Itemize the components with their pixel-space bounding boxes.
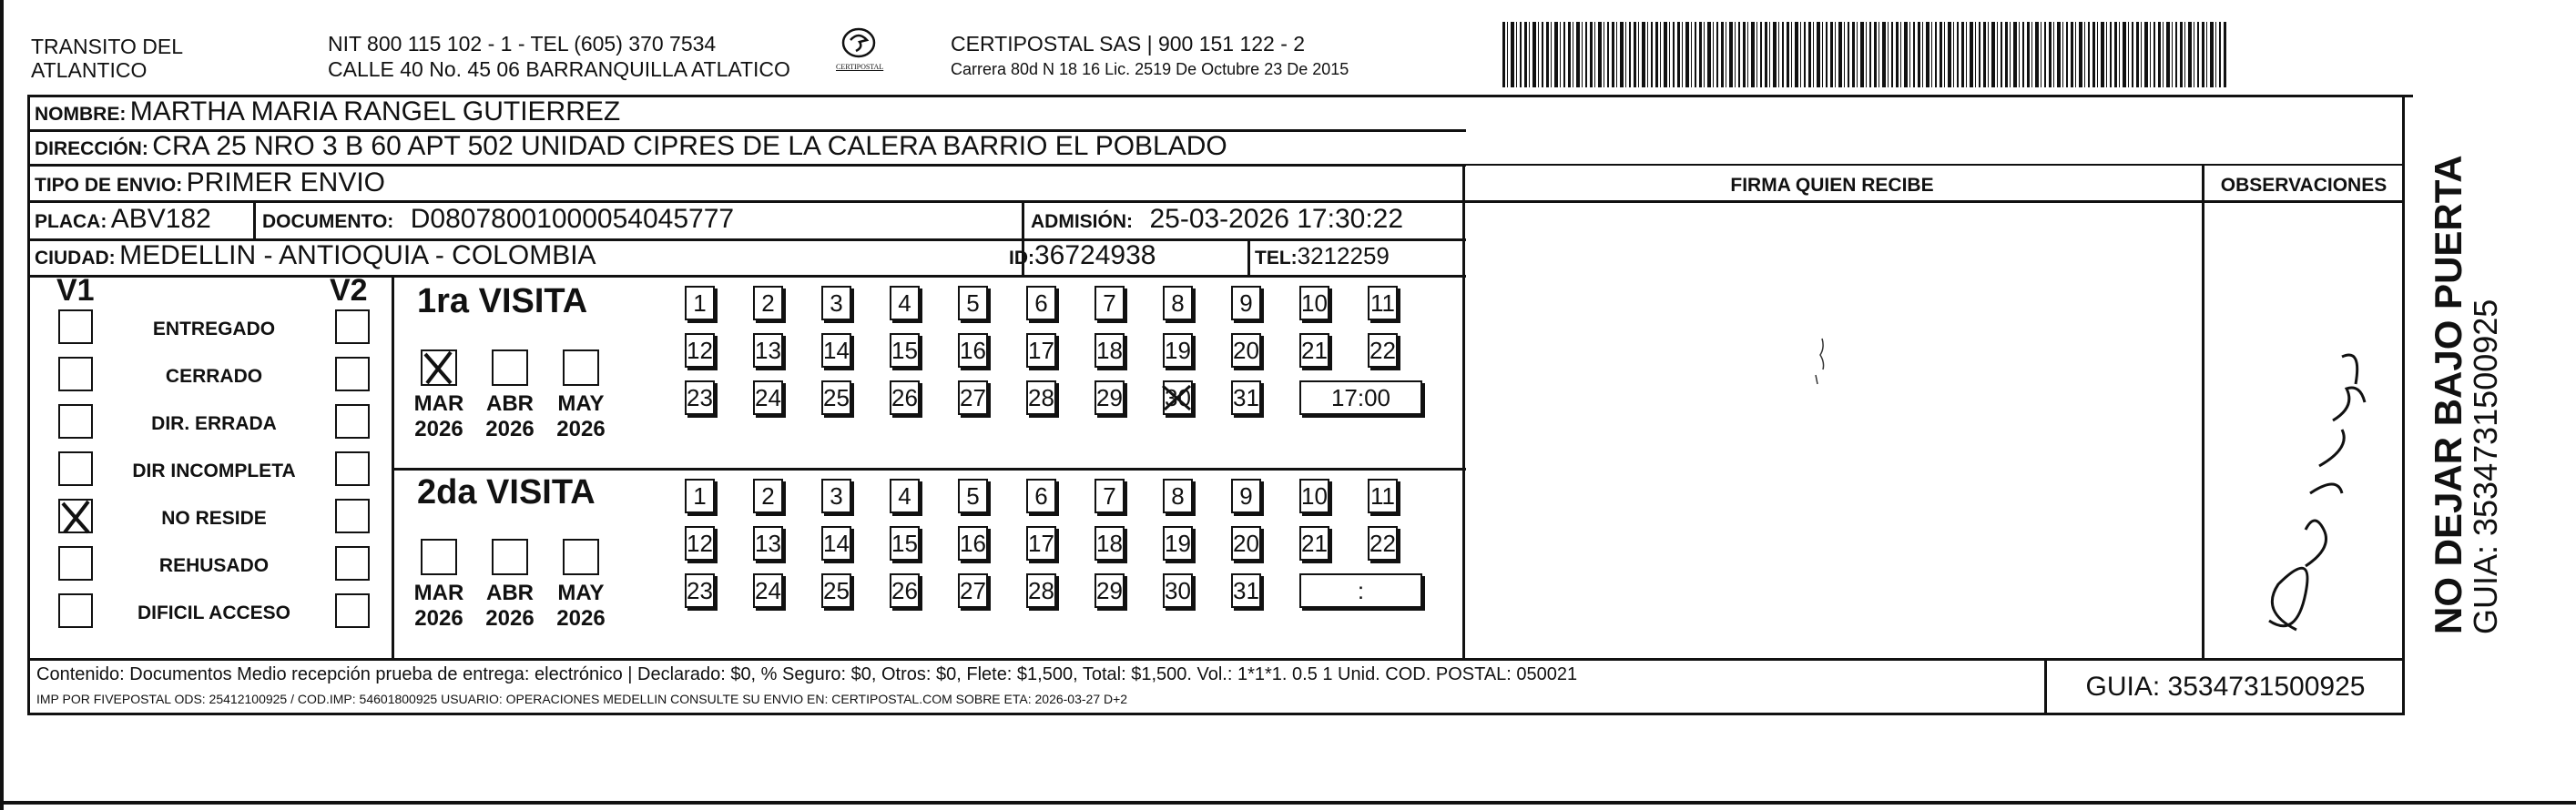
v2-checkbox[interactable]: [335, 499, 370, 533]
status-label: NO RESIDE: [161, 508, 267, 529]
visit1-day-box[interactable]: 10: [1299, 286, 1329, 320]
v1-checkbox[interactable]: [58, 499, 93, 533]
direccion-row: [35, 131, 1227, 162]
visit1-day-box[interactable]: 20: [1231, 333, 1261, 368]
visit2-month-checkbox[interactable]: [563, 539, 599, 575]
visit1-month-label: [554, 391, 608, 442]
visit2-title: 2da VISITA: [417, 473, 596, 511]
placa-value: ABV182: [110, 204, 211, 234]
visit1-day-box[interactable]: 12: [685, 333, 715, 368]
direccion-label: DIRECCIÓN:: [35, 138, 148, 159]
visit2-day-box[interactable]: 14: [821, 526, 851, 561]
sender-address: CALLE 40 No. 45 06 BARRANQUILLA ATLATICO: [328, 57, 790, 81]
visit1-month-year: 2026: [485, 417, 535, 441]
visit1-month-label: [412, 391, 466, 442]
visit2-day-box[interactable]: 29: [1095, 573, 1125, 608]
ciudad-row: [35, 240, 596, 271]
placa-row: [35, 204, 211, 235]
visit2-month-checkbox[interactable]: [421, 539, 457, 575]
visit2-day-box[interactable]: 3: [821, 479, 851, 513]
courier-info: [951, 31, 1349, 82]
visit1-day-box[interactable]: 22: [1368, 333, 1398, 368]
visit1-time-box[interactable]: 17:00: [1299, 380, 1422, 415]
status-label: DIR INCOMPLETA: [132, 461, 296, 481]
visit1-day-box[interactable]: 3: [821, 286, 851, 320]
v1-label: V1: [56, 273, 95, 308]
sender-nit: NIT 800 115 102 - 1 - TEL (605) 370 7534: [328, 32, 717, 56]
visit1-month-name: MAY: [557, 391, 605, 416]
side-line2: GUIA: 3534731500925: [2467, 299, 2504, 634]
visit1-day-box[interactable]: 9: [1231, 286, 1261, 320]
sender-name-line2: ATLANTICO: [31, 58, 148, 82]
footer-contenido: Contenido: Documentos Medio recepción prueba de entrega: electrónico | Declarado: $0, % Seguro: $0, Otros: $0, Flete: $1,500, Total: $1,500. Vol.: 1*1*1. 0.5 1 Unid. COD. POSTAL: 050021: [36, 664, 1578, 684]
observaciones-signature: [2205, 202, 2402, 657]
ciudad-value: MEDELLIN - ANTIOQUIA - COLOMBIA: [119, 240, 596, 270]
visit1-day-box[interactable]: 8: [1163, 286, 1193, 320]
v2-label: V2: [330, 273, 368, 308]
visit1-day-box[interactable]: 26: [890, 380, 920, 415]
footer-guia: GUIA: 3534731500925: [2085, 672, 2366, 702]
visit1-month-year: 2026: [556, 417, 606, 441]
visit1-day-box[interactable]: 2: [753, 286, 783, 320]
nombre-row: [35, 96, 620, 127]
visit1-day-box[interactable]: 24: [753, 380, 783, 415]
id-row: [1009, 240, 1156, 271]
status-label: CERRADO: [165, 366, 263, 387]
visit1-day-box[interactable]: 17: [1026, 333, 1056, 368]
logo-icon: [836, 27, 881, 58]
visit2-day-box[interactable]: 15: [890, 526, 920, 561]
visit2-day-box[interactable]: 11: [1368, 479, 1398, 513]
visit2-day-box[interactable]: 13: [753, 526, 783, 561]
visit1-day-box[interactable]: [1163, 380, 1193, 415]
admision-label: ADMISIÓN:: [1031, 211, 1133, 232]
visit2-day-box[interactable]: 21: [1299, 526, 1329, 561]
visit1-day-box[interactable]: 1: [685, 286, 715, 320]
visit2-day-box[interactable]: 27: [958, 573, 988, 608]
barcode: [1502, 22, 2226, 87]
visit2-day-box[interactable]: 12: [685, 526, 715, 561]
direccion-value: CRA 25 NRO 3 B 60 APT 502 UNIDAD CIPRES DE LA CALERA BARRIO EL POBLADO: [152, 131, 1227, 161]
visit2-day-box[interactable]: 28: [1026, 573, 1056, 608]
visit1-day-box[interactable]: 15: [890, 333, 920, 368]
v1-checkbox[interactable]: [58, 309, 93, 344]
sender-name-line1: TRANSITO DEL: [31, 35, 183, 58]
visit2-month-label: [483, 581, 537, 632]
id-value: 36724938: [1034, 240, 1156, 270]
v2-checkbox[interactable]: [335, 451, 370, 486]
v1-checkbox[interactable]: [58, 404, 93, 439]
status-label: REHUSADO: [158, 555, 270, 576]
visit1-day-box[interactable]: 27: [958, 380, 988, 415]
visit2-day-box[interactable]: 6: [1026, 479, 1056, 513]
visit2-day-box[interactable]: 17: [1026, 526, 1056, 561]
visit2-day-box[interactable]: 10: [1299, 479, 1329, 513]
status-label: DIR. ERRADA: [151, 413, 277, 434]
side-text: [2429, 155, 2504, 634]
visit2-month-year: 2026: [414, 606, 463, 631]
visit2-day-box[interactable]: 19: [1163, 526, 1193, 561]
ciudad-label: CIUDAD:: [35, 248, 116, 268]
visit2-month-name: MAY: [557, 581, 605, 605]
visit2-day-box[interactable]: 24: [753, 573, 783, 608]
visit2-day-box[interactable]: 22: [1368, 526, 1398, 561]
visit1-day-box[interactable]: 14: [821, 333, 851, 368]
v2-checkbox[interactable]: [335, 546, 370, 581]
marked-day: 30: [1165, 383, 1191, 411]
visit1-day-box[interactable]: 31: [1231, 380, 1261, 415]
visit2-day-box[interactable]: 18: [1095, 526, 1125, 561]
visit1-month-checkbox[interactable]: [421, 349, 457, 386]
visit2-day-box[interactable]: 23: [685, 573, 715, 608]
visit2-day-box[interactable]: 26: [890, 573, 920, 608]
logo-text: CERTIPOSTAL: [836, 63, 884, 71]
visit2-day-box[interactable]: 1: [685, 479, 715, 513]
status-label: ENTREGADO: [152, 319, 276, 339]
firma-header: FIRMA QUIEN RECIBE: [1730, 175, 1934, 196]
tipo-value: PRIMER ENVIO: [186, 167, 386, 197]
visit1-day-box[interactable]: 7: [1095, 286, 1125, 320]
visit1-day-box[interactable]: 21: [1299, 333, 1329, 368]
visit2-time-box[interactable]: :: [1299, 573, 1422, 608]
courier-license: Carrera 80d N 18 16 Lic. 2519 De Octubre 23 De 2015: [951, 60, 1349, 78]
admision-value: 25-03-2026 17:30:22: [1149, 204, 1404, 234]
visit1-day-box[interactable]: 19: [1163, 333, 1193, 368]
visit2-day-box[interactable]: 9: [1231, 479, 1261, 513]
visit2-month-label: [554, 581, 608, 632]
documento-value: D08078001000054045777: [410, 204, 735, 234]
visit1-day-box[interactable]: 13: [753, 333, 783, 368]
visit1-day-box[interactable]: 5: [958, 286, 988, 320]
tipo-label: TIPO DE ENVIO:: [35, 175, 183, 196]
observaciones-header: OBSERVACIONES: [2220, 175, 2388, 196]
nombre-value: MARTHA MARIA RANGEL GUTIERREZ: [129, 96, 621, 127]
v1-checkbox[interactable]: [58, 546, 93, 581]
visit1-day-box[interactable]: 18: [1095, 333, 1125, 368]
visit1-day-box[interactable]: 16: [958, 333, 988, 368]
v1-checkbox[interactable]: [58, 451, 93, 486]
documento-row: [262, 204, 734, 235]
visit2-day-box[interactable]: 2: [753, 479, 783, 513]
visit1-title: 1ra VISITA: [417, 282, 588, 320]
visit2-day-box[interactable]: 4: [890, 479, 920, 513]
v2-checkbox[interactable]: [335, 593, 370, 628]
v2-checkbox[interactable]: [335, 309, 370, 344]
v2-checkbox[interactable]: [335, 404, 370, 439]
sender-name: [31, 35, 183, 82]
visit1-day-box[interactable]: 6: [1026, 286, 1056, 320]
visit1-day-box[interactable]: 23: [685, 380, 715, 415]
courier-nit: CERTIPOSTAL SAS | 900 151 122 - 2: [951, 32, 1306, 56]
visit1-month-label: [483, 391, 537, 442]
visit2-day-box[interactable]: 7: [1095, 479, 1125, 513]
certipostal-logo: [836, 27, 884, 78]
v1-checkbox[interactable]: [58, 593, 93, 628]
firma-area: [1462, 202, 2202, 657]
visit2-month-label: [412, 581, 466, 632]
visit2-day-box[interactable]: 20: [1231, 526, 1261, 561]
visit1-month-checkbox[interactable]: [492, 349, 528, 386]
visit1-month-name: ABR: [486, 391, 534, 416]
visit2-day-box[interactable]: 25: [821, 573, 851, 608]
visit2-month-checkbox[interactable]: [492, 539, 528, 575]
tel-label: TEL:: [1255, 248, 1298, 268]
visit1-month-name: MAR: [413, 391, 464, 416]
documento-label: DOCUMENTO:: [262, 211, 394, 232]
visit1-month-year: 2026: [414, 417, 463, 441]
visit2-day-box[interactable]: 8: [1163, 479, 1193, 513]
visit1-day-box[interactable]: 28: [1026, 380, 1056, 415]
visit2-day-box[interactable]: 31: [1231, 573, 1261, 608]
side-line1: NO DEJAR BAJO PUERTA: [2427, 155, 2469, 634]
v2-checkbox[interactable]: [335, 357, 370, 391]
visit1-day-box[interactable]: 25: [821, 380, 851, 415]
footer-imp: IMP POR FIVEPOSTAL ODS: 25412100925 / COD.IMP: 54601800925 USUARIO: OPERACIONES MEDELLIN CONSULTE SU ENVIO EN: CERTIPOSTAL.COM SOBRE ETA: 2026-03-27 D+2: [36, 692, 1128, 706]
visit1-day-box[interactable]: 11: [1368, 286, 1398, 320]
visit2-day-box[interactable]: 16: [958, 526, 988, 561]
visit2-day-box[interactable]: 5: [958, 479, 988, 513]
visit1-month-checkbox[interactable]: [563, 349, 599, 386]
sender-contact: [328, 31, 790, 82]
tel-value: 3212259: [1297, 242, 1390, 269]
visit2-month-name: MAR: [413, 581, 464, 605]
visit2-month-year: 2026: [485, 606, 535, 631]
tel-row: [1255, 242, 1390, 270]
visit2-month-year: 2026: [556, 606, 606, 631]
visit2-day-box[interactable]: 30: [1163, 573, 1193, 608]
id-label: ID:: [1009, 248, 1034, 268]
v1-checkbox[interactable]: [58, 357, 93, 391]
tipo-row: [35, 167, 385, 198]
status-label: DIFICIL ACCESO: [137, 602, 290, 623]
visit2-month-name: ABR: [486, 581, 534, 605]
admision-row: [1031, 204, 1403, 235]
nombre-label: NOMBRE:: [35, 104, 127, 125]
visit1-day-box[interactable]: 4: [890, 286, 920, 320]
visit1-day-box[interactable]: 29: [1095, 380, 1125, 415]
placa-label: PLACA:: [35, 211, 107, 232]
